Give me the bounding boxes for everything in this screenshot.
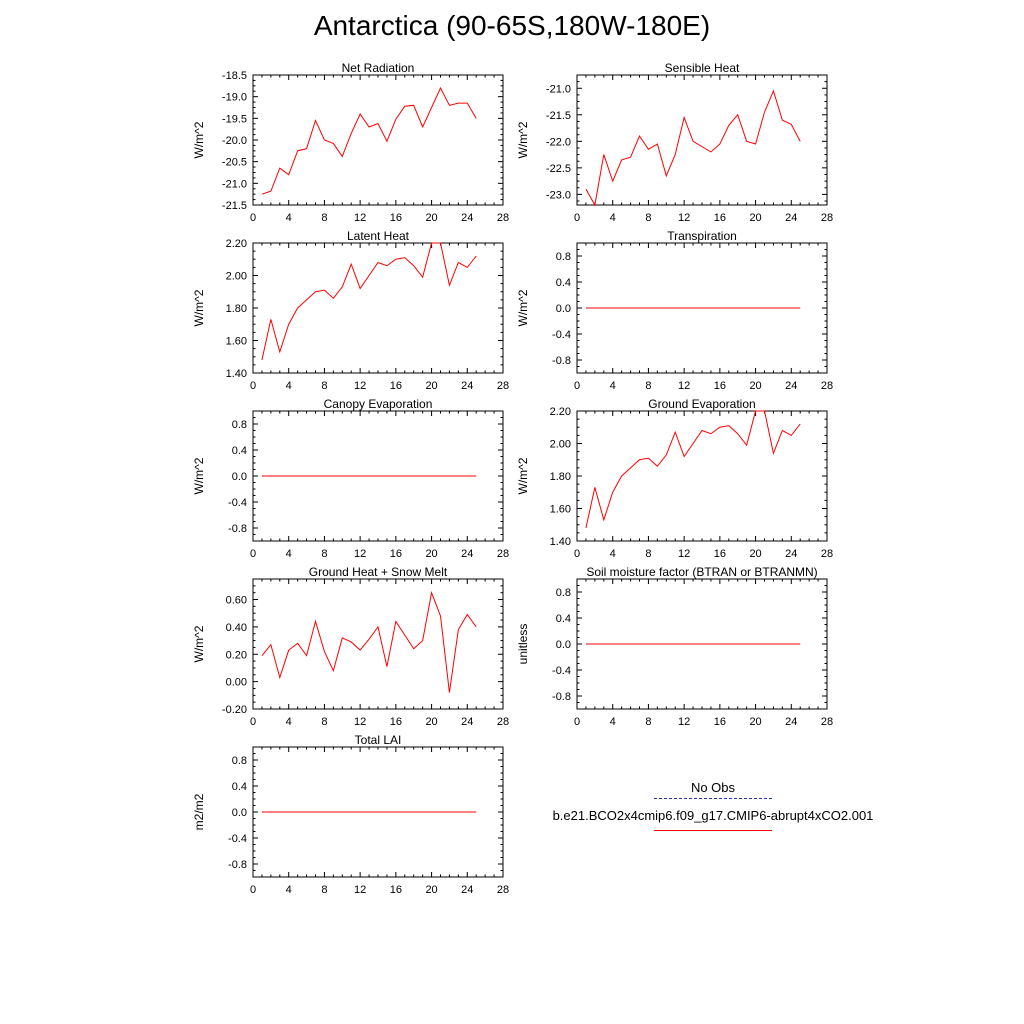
y-axis-label: W/m^2 [516,457,530,495]
x-tick-label: 0 [249,212,257,224]
x-tick-label: 20 [749,380,762,392]
y-tick-label: 1.80 [225,303,247,315]
chart-canopy-evaporation [183,391,513,571]
x-tick-label: 20 [749,716,762,728]
y-tick-label: 0.0 [231,807,247,819]
y-tick-label: 0.60 [225,594,247,607]
series-line [262,88,476,194]
chart-transpiration [507,223,837,403]
x-tick-label: 8 [645,212,652,224]
y-tick-label: 0.0 [555,303,571,315]
x-tick-label: 12 [678,716,691,728]
x-tick-label: 16 [389,716,402,728]
y-tick-label: 1.80 [549,471,571,483]
chart-ground-evaporation [507,391,837,571]
y-tick-label: -0.8 [228,859,247,871]
y-tick-label: 0.0 [555,639,571,651]
y-tick-label: 0.0 [231,471,247,483]
x-tick-label: 4 [609,380,616,392]
x-tick-label: 28 [496,716,510,728]
x-tick-label: 24 [461,548,474,560]
x-tick-label: 28 [496,380,510,392]
chart-total-lai [183,727,513,907]
x-tick-label: 12 [678,380,691,392]
x-tick-label: 12 [678,548,691,560]
x-tick-label: 20 [425,380,438,392]
legend-model-swatch [654,830,772,831]
series-line [262,243,476,360]
y-axis-label: m2/m2 [192,793,206,831]
y-axis-label: unitless [516,623,530,665]
y-tick-label: 0.4 [231,445,247,457]
chart-title: Latent Heat [346,229,410,243]
x-tick-label: 0 [573,716,581,728]
x-tick-label: 8 [645,548,652,560]
x-tick-label: 28 [820,212,834,224]
x-tick-label: 8 [321,380,328,392]
x-tick-label: 28 [496,884,510,896]
y-tick-label: -0.20 [221,704,247,716]
x-tick-label: 4 [285,380,292,392]
y-tick-label: -0.4 [552,665,571,677]
y-axis-label: W/m^2 [192,625,206,663]
y-tick-label: -0.4 [228,833,247,845]
x-tick-label: 28 [496,212,510,224]
y-axis-label: W/m^2 [516,121,530,159]
y-tick-label: 0.4 [231,781,247,793]
chart-title: Net Radiation [341,61,415,75]
x-tick-label: 0 [249,548,257,560]
x-tick-label: 0 [249,380,257,392]
x-tick-label: 8 [321,884,328,896]
y-tick-label: 0.8 [231,419,247,431]
x-tick-label: 0 [249,884,257,896]
series-line [586,91,800,205]
y-tick-label: 0.20 [225,649,247,662]
chart-title: Ground Evaporation [648,397,756,411]
y-axis-label: W/m^2 [192,457,206,495]
y-tick-label: 0.00 [225,676,247,689]
x-tick-label: 4 [285,548,292,560]
x-tick-label: 20 [749,548,762,560]
x-tick-label: 20 [749,212,762,224]
x-tick-label: 28 [820,380,834,392]
x-tick-label: 8 [321,212,328,224]
x-tick-label: 24 [461,884,474,896]
legend-model-label: b.e21.BCO2x4cmip6.f09_g17.CMIP6-abrupt4xCO2.001 [552,808,874,823]
y-tick-label: 2.00 [549,438,571,451]
page-title: Antarctica (90-65S,180W-180E) [313,10,711,41]
x-tick-label: 20 [425,548,438,560]
chart-ground-heat-snow-melt [183,559,513,739]
legend-obs-swatch [654,798,772,799]
x-tick-label: 0 [573,380,581,392]
x-tick-label: 16 [389,212,402,224]
y-tick-label: -21.5 [545,109,571,122]
chart-title: Transpiration [667,229,737,243]
x-tick-label: 24 [785,548,798,560]
x-tick-label: 24 [461,380,474,392]
x-tick-label: 4 [285,212,292,224]
y-tick-label: -19.5 [221,113,247,126]
x-tick-label: 0 [573,548,581,560]
x-tick-label: 0 [573,212,581,224]
y-tick-label: -18.5 [221,70,247,82]
y-tick-label: -0.8 [552,691,571,703]
x-tick-label: 16 [389,884,402,896]
chart-net-radiation [183,55,513,235]
y-tick-label: -0.4 [228,497,247,509]
y-tick-label: 0.8 [231,755,247,767]
legend [530,778,900,838]
x-tick-label: 12 [354,716,367,728]
y-tick-label: 2.20 [549,406,571,418]
plot-frame [253,579,503,709]
x-tick-label: 16 [713,548,726,560]
chart-title: Total LAI [354,733,402,747]
x-tick-label: 28 [820,716,834,728]
x-tick-label: 8 [321,716,328,728]
y-tick-label: -21.5 [221,200,247,212]
x-tick-label: 4 [285,884,292,896]
x-tick-label: 12 [354,212,367,224]
x-tick-label: 8 [645,716,652,728]
x-tick-label: 0 [249,716,257,728]
y-tick-label: -22.5 [545,162,571,175]
chart-title: Sensible Heat [664,61,740,75]
x-tick-label: 8 [645,380,652,392]
chart-latent-heat [183,223,513,403]
y-tick-label: -20.5 [221,156,247,169]
x-tick-label: 16 [389,548,402,560]
y-tick-label: 0.8 [555,587,571,599]
chart-title: Ground Heat + Snow Melt [308,565,448,579]
x-tick-label: 4 [285,716,292,728]
x-tick-label: 8 [321,548,328,560]
x-tick-label: 24 [785,212,798,224]
chart-sensible-heat [507,55,837,235]
y-tick-label: -22.0 [545,136,571,149]
x-tick-label: 4 [609,548,616,560]
x-tick-label: 28 [820,548,834,560]
x-tick-label: 24 [461,716,474,728]
x-tick-label: 12 [678,212,691,224]
plot-frame [253,75,503,205]
y-axis-label: W/m^2 [192,121,206,159]
y-tick-label: 1.60 [225,335,247,348]
x-tick-label: 4 [609,716,616,728]
x-tick-label: 20 [425,716,438,728]
x-tick-label: 16 [713,380,726,392]
y-tick-label: 0.40 [225,621,247,634]
series-line [586,411,800,528]
x-tick-label: 12 [354,548,367,560]
y-tick-label: -19.0 [221,91,247,104]
y-tick-label: 0.4 [555,613,571,625]
chart-title: Canopy Evaporation [323,397,433,411]
series-line [262,593,476,693]
y-tick-label: -20.0 [221,135,247,147]
y-tick-label: 2.20 [225,238,247,250]
y-tick-label: 1.40 [225,368,247,380]
y-axis-label: W/m^2 [516,289,530,327]
x-tick-label: 12 [354,884,367,896]
y-tick-label: 2.00 [225,270,247,283]
y-tick-label: 0.8 [555,251,571,263]
y-tick-label: -21.0 [221,178,247,191]
x-tick-label: 20 [425,884,438,896]
x-tick-label: 28 [496,548,510,560]
x-tick-label: 4 [609,212,616,224]
y-tick-label: -21.0 [545,83,571,96]
chart-soil-moisture-factor [507,559,837,739]
x-tick-label: 12 [354,380,367,392]
x-tick-label: 20 [425,212,438,224]
x-tick-label: 24 [785,380,798,392]
x-tick-label: 24 [785,716,798,728]
y-tick-label: -0.4 [552,329,571,341]
x-tick-label: 24 [461,212,474,224]
x-tick-label: 16 [389,380,402,392]
x-tick-label: 16 [713,212,726,224]
y-tick-label: 1.40 [549,536,571,548]
legend-obs-label: No Obs [690,780,736,795]
x-tick-label: 16 [713,716,726,728]
y-tick-label: 1.60 [549,503,571,516]
y-axis-label: W/m^2 [192,289,206,327]
chart-title: Soil moisture factor (BTRAN or BTRANMN) [586,565,818,579]
y-tick-label: -23.0 [545,189,571,202]
y-tick-label: -0.8 [228,523,247,535]
y-tick-label: -0.8 [552,355,571,367]
plot-frame [577,75,827,205]
y-tick-label: 0.4 [555,277,571,289]
